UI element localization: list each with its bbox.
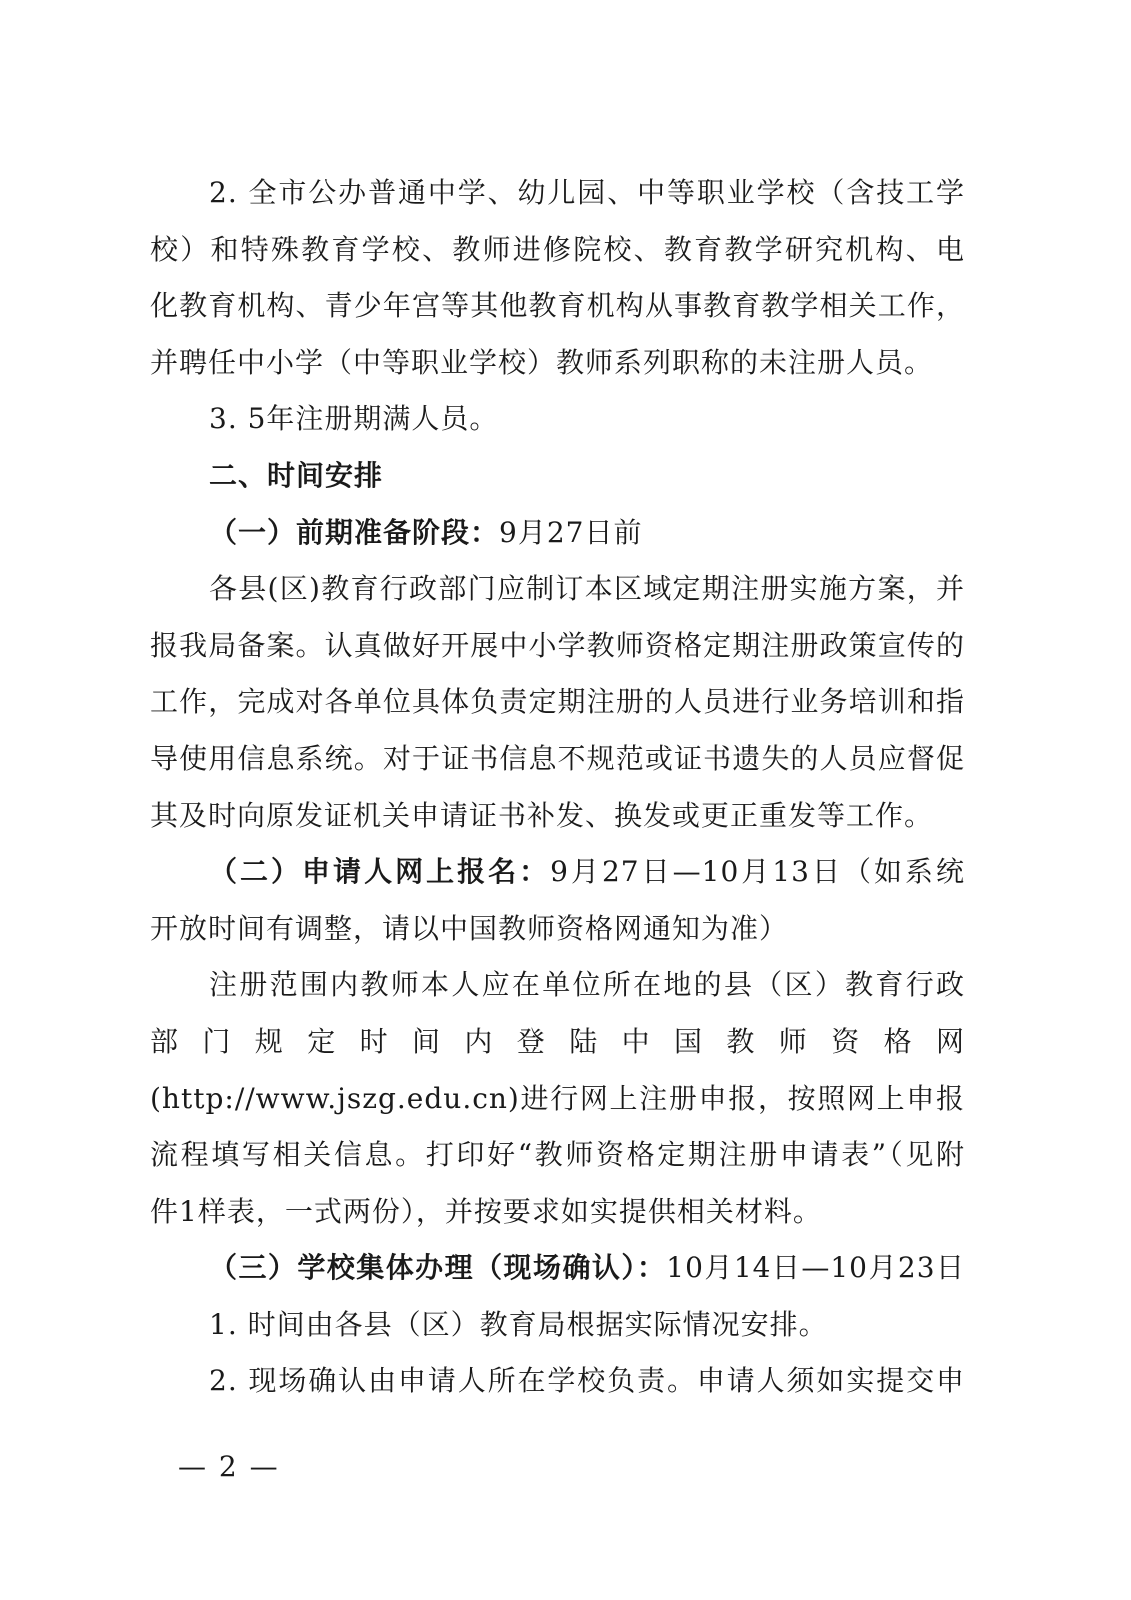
text-line (150, 1240, 965, 1297)
text-line (150, 1127, 965, 1184)
line-text: 化教育机构、青少年宫等其他教育机构从事教育教学相关工作， (150, 289, 965, 323)
line-text: 导使用信息系统。对于证书信息不规范或证书遗失的人员应督促 (150, 741, 965, 775)
text-line (150, 561, 965, 618)
line-text: 件1样表，一式两份），并按要求如实提供相关材料。 (150, 1194, 822, 1228)
text-line (150, 335, 965, 392)
line-text: 2. 全市公办普通中学、幼儿园、中等职业学校（含技工学 (209, 176, 965, 209)
text-line (150, 1297, 965, 1354)
subsection-label: （二）申请人网上报名： (209, 855, 551, 889)
line-text: 工作，完成对各单位具体负责定期注册的人员进行业务培训和指 (150, 685, 965, 719)
line-text: 部门规定时间内登陆中国教师资格网 (150, 1024, 965, 1058)
line-text: (http://www.jszg.edu.cn)进行网上注册申报，按照网上申报 (150, 1081, 965, 1115)
text-line (150, 901, 965, 958)
line-text: 10月14日—10月23日 (666, 1251, 965, 1285)
text-line (150, 1014, 965, 1071)
text-line (150, 788, 965, 845)
text-line (150, 278, 965, 335)
text-line (150, 165, 965, 222)
line-text: 1. 时间由各县（区）教育局根据实际情况安排。 (209, 1307, 828, 1341)
line-text: 开放时间有调整，请以中国教师资格网通知为准） (150, 911, 789, 945)
line-text: 校）和特殊教育学校、教师进修院校、教育教学研究机构、电 (150, 232, 965, 266)
text-line (150, 618, 965, 675)
text-line (150, 957, 965, 1014)
text-line (150, 1353, 965, 1410)
text-line (150, 391, 965, 448)
subsection-label: （一）前期准备阶段： (209, 515, 500, 549)
line-text: 流程填写相关信息。打印好“教师资格定期注册申请表”（见附 (150, 1138, 965, 1172)
page-number: — 2 — (178, 1450, 280, 1483)
line-text: 二、时间安排 (209, 458, 384, 492)
text-line (150, 505, 965, 562)
line-text: 9月27日前 (499, 515, 643, 549)
line-text: 3. 5年注册期满人员。 (209, 402, 499, 436)
section-heading (150, 448, 965, 505)
text-line (150, 222, 965, 279)
line-text: 并聘任中小学（中等职业学校）教师系列职称的未注册人员。 (150, 345, 934, 379)
text-line (150, 844, 965, 901)
text-line (150, 731, 965, 788)
line-text: 9月27日—10月13日（如系统 (550, 855, 965, 889)
text-line (150, 674, 965, 731)
line-text: 其及时向原发证机关申请证书补发、换发或更正重发等工作。 (150, 798, 934, 832)
text-line (150, 1071, 965, 1128)
line-text: 报我局备案。认真做好开展中小学教师资格定期注册政策宣传的 (150, 628, 965, 662)
document-body (150, 165, 965, 1410)
line-text: 各县(区)教育行政部门应制订本区域定期注册实施方案，并 (209, 572, 965, 606)
line-text: 2. 现场确认由申请人所在学校负责。申请人须如实提交申 (209, 1364, 965, 1398)
subsection-label: （三）学校集体办理（现场确认）： (209, 1251, 667, 1285)
line-text: 注册范围内教师本人应在单位所在地的县（区）教育行政 (209, 968, 965, 1002)
text-line (150, 1184, 965, 1241)
